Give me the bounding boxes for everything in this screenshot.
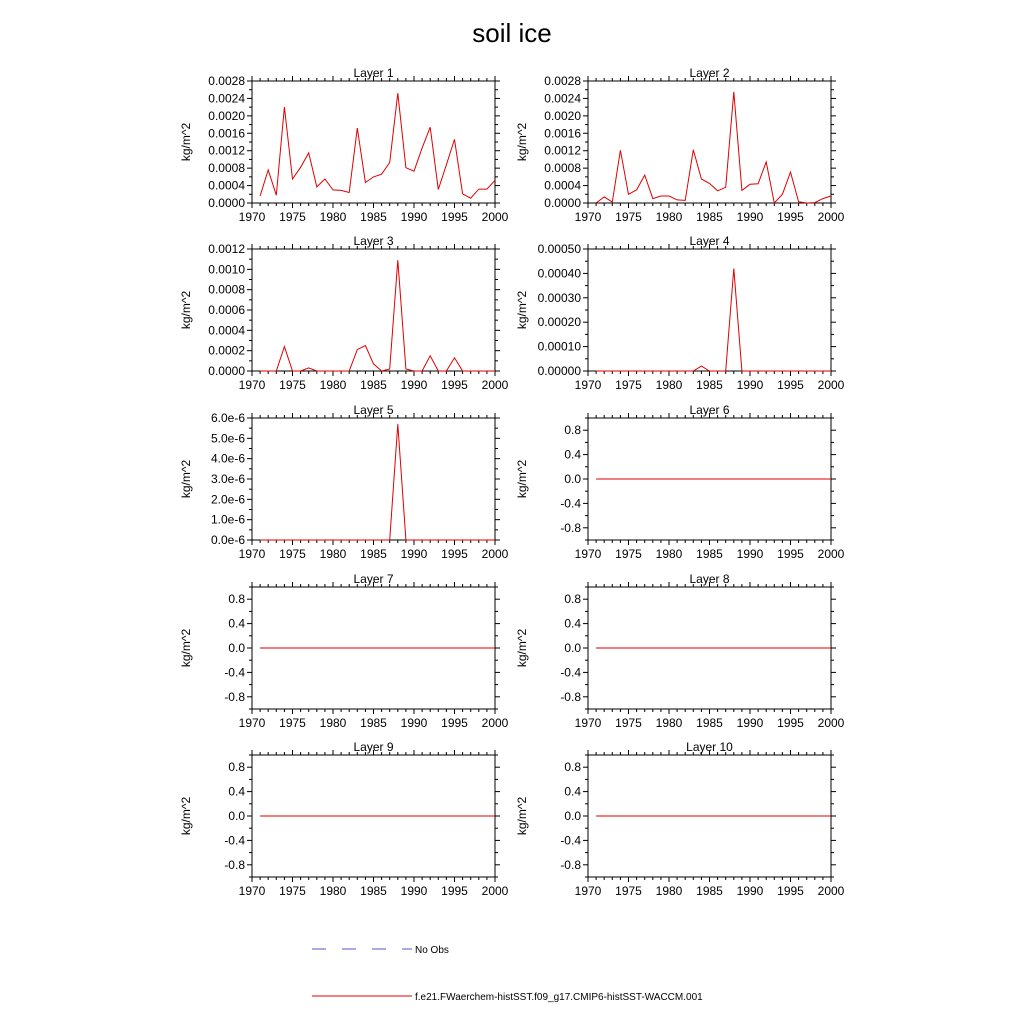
y-tick-label: 0.8 (564, 592, 581, 607)
y-tick-label: -0.4 (560, 496, 581, 511)
panel-title: Layer 8 (689, 572, 730, 586)
figure-title: soil ice (472, 18, 552, 48)
panel-title: Layer 3 (353, 234, 394, 248)
panel-title: Layer 5 (353, 403, 394, 417)
x-tick-label: 1980 (319, 884, 347, 898)
chart-panel-5 (179, 403, 509, 561)
chart-panel-8 (515, 572, 845, 730)
y-tick-label: 0.4 (564, 447, 581, 462)
x-tick-label: 2000 (481, 210, 509, 224)
x-tick-label: 1970 (574, 378, 602, 392)
x-tick-label: 1980 (655, 210, 683, 224)
y-tick-label: -0.8 (224, 689, 245, 704)
x-tick-label: 1975 (279, 716, 306, 730)
x-tick-label: 1985 (360, 378, 387, 392)
y-tick-label: 0.0012 (208, 242, 245, 256)
y-tick-label: 0.8 (228, 760, 245, 775)
legend (312, 945, 703, 1003)
x-tick-label: 1985 (696, 378, 723, 392)
y-tick-label: 0.00030 (537, 290, 581, 305)
y-tick-label: 0.0004 (544, 178, 581, 193)
y-tick-label: -0.8 (560, 520, 581, 535)
x-tick-label: 1995 (777, 378, 804, 392)
x-tick-label: 1995 (777, 547, 804, 561)
x-tick-label: 1970 (574, 210, 602, 224)
x-tick-label: 1990 (400, 884, 428, 898)
panel-title: Layer 2 (689, 66, 730, 80)
y-tick-label: 0.0004 (208, 178, 245, 193)
y-tick-label: 0.0 (564, 809, 581, 823)
x-tick-label: 2000 (817, 378, 845, 392)
y-axis-label: kg/m^2 (515, 796, 529, 836)
x-tick-label: 1980 (655, 378, 683, 392)
x-tick-label: 1975 (615, 378, 642, 392)
y-tick-label: 0.0008 (544, 161, 581, 176)
y-axis-label: kg/m^2 (179, 628, 193, 668)
y-tick-label: 0.4 (228, 616, 245, 631)
x-tick-label: 1995 (441, 378, 468, 392)
series-line (260, 93, 495, 198)
x-tick-label: 1980 (319, 378, 347, 392)
x-tick-label: 1990 (736, 884, 764, 898)
x-tick-label: 1970 (574, 884, 602, 898)
legend-label-model: f.e21.FWaerchem-histSST.f09_g17.CMIP6-histSST-WACCM.001 (415, 992, 703, 1003)
x-tick-label: 1975 (279, 884, 306, 898)
x-tick-label: 1970 (238, 884, 266, 898)
y-axis-label: kg/m^2 (515, 459, 529, 499)
y-tick-label: 0.0016 (208, 126, 245, 141)
x-tick-label: 1985 (360, 716, 387, 730)
x-tick-label: 1990 (736, 378, 764, 392)
chart-panel-6 (515, 403, 845, 561)
y-tick-label: 0.0020 (208, 108, 245, 123)
y-axis-label: kg/m^2 (515, 628, 529, 668)
y-axis-label: kg/m^2 (179, 122, 193, 162)
x-tick-label: 1980 (655, 716, 683, 730)
y-tick-label: 3.0e-6 (210, 472, 245, 486)
y-axis-label: kg/m^2 (515, 122, 529, 162)
x-tick-label: 1985 (360, 547, 387, 561)
y-tick-label: 0.00010 (537, 339, 581, 354)
y-tick-label: -0.4 (224, 665, 245, 680)
plot-frame (588, 81, 831, 203)
y-tick-label: -0.4 (560, 665, 581, 680)
y-tick-label: 0.4 (564, 784, 581, 799)
chart-panel-3 (179, 234, 509, 392)
x-tick-label: 1975 (279, 378, 306, 392)
x-tick-label: 1985 (360, 884, 387, 898)
panel-title: Layer 10 (686, 740, 733, 754)
panel-title: Layer 7 (353, 572, 394, 586)
x-tick-label: 1990 (736, 547, 764, 561)
series-line (260, 260, 495, 371)
y-tick-label: 0.0 (228, 809, 245, 823)
y-axis-label: kg/m^2 (179, 796, 193, 836)
x-tick-label: 1985 (696, 210, 723, 224)
x-tick-label: 1970 (238, 716, 266, 730)
y-tick-label: 0.0004 (208, 323, 245, 338)
y-tick-label: 0.0000 (208, 196, 245, 210)
x-tick-label: 1970 (574, 547, 602, 561)
y-tick-label: 0.4 (564, 616, 581, 631)
x-tick-label: 1975 (615, 716, 642, 730)
y-tick-label: 0.00040 (537, 266, 581, 281)
x-tick-label: 2000 (481, 884, 509, 898)
y-tick-label: 0.0024 (208, 91, 245, 106)
x-tick-label: 1985 (696, 716, 723, 730)
panel-title: Layer 1 (353, 66, 394, 80)
y-axis-label: kg/m^2 (179, 459, 193, 499)
plot-frame (252, 418, 495, 540)
y-tick-label: 0.0000 (208, 364, 245, 378)
x-tick-label: 1985 (696, 884, 723, 898)
x-tick-label: 1995 (441, 210, 468, 224)
x-tick-label: 1970 (238, 210, 266, 224)
panel-title: Layer 6 (689, 403, 730, 417)
panel-title: Layer 9 (353, 740, 394, 754)
y-tick-label: 0.8 (564, 423, 581, 438)
y-tick-label: 0.0020 (544, 108, 581, 123)
series-line (596, 269, 831, 372)
x-tick-label: 1980 (655, 547, 683, 561)
x-tick-label: 1990 (400, 378, 428, 392)
y-tick-label: 0.0016 (544, 126, 581, 141)
y-tick-label: 0.0e-6 (210, 533, 245, 547)
y-tick-label: -0.8 (560, 857, 581, 872)
y-tick-label: 0.0028 (544, 74, 581, 88)
x-tick-label: 1990 (400, 210, 428, 224)
y-tick-label: 0.0028 (208, 74, 245, 88)
y-tick-label: 0.0 (564, 641, 581, 655)
y-tick-label: 0.0008 (208, 282, 245, 297)
chart-panel-10 (515, 740, 845, 898)
x-tick-label: 1990 (400, 716, 428, 730)
y-tick-label: 0.0 (228, 641, 245, 655)
x-tick-label: 1970 (238, 378, 266, 392)
y-tick-label: 0.8 (228, 592, 245, 607)
x-tick-label: 2000 (481, 716, 509, 730)
x-tick-label: 2000 (817, 716, 845, 730)
x-tick-label: 1990 (736, 210, 764, 224)
y-tick-label: 0.0012 (544, 143, 581, 158)
x-tick-label: 1995 (441, 884, 468, 898)
y-tick-label: 0.0000 (544, 196, 581, 210)
y-tick-label: 0.0008 (208, 161, 245, 176)
y-tick-label: 0.0024 (544, 91, 581, 106)
series-line (260, 424, 495, 540)
x-tick-label: 1975 (279, 210, 306, 224)
x-tick-label: 1970 (574, 716, 602, 730)
y-tick-label: 0.0002 (208, 343, 245, 358)
y-tick-label: -0.4 (224, 833, 245, 848)
x-tick-label: 1995 (777, 884, 804, 898)
x-tick-label: 2000 (817, 210, 845, 224)
y-tick-label: 0.0 (564, 472, 581, 486)
x-tick-label: 1975 (279, 547, 306, 561)
legend-label-no-obs: No Obs (415, 945, 449, 956)
y-tick-label: 0.0012 (208, 143, 245, 158)
y-tick-label: 0.4 (228, 784, 245, 799)
chart-panel-4 (515, 234, 845, 392)
chart-panel-9 (179, 740, 509, 898)
x-tick-label: 1995 (777, 716, 804, 730)
y-tick-label: 4.0e-6 (210, 451, 245, 466)
x-tick-label: 1975 (615, 884, 642, 898)
x-tick-label: 1980 (655, 884, 683, 898)
x-tick-label: 1975 (615, 210, 642, 224)
x-tick-label: 1980 (319, 716, 347, 730)
x-tick-label: 1995 (777, 210, 804, 224)
plot-frame (588, 249, 831, 371)
x-tick-label: 1985 (696, 547, 723, 561)
x-tick-label: 1980 (319, 210, 347, 224)
y-tick-label: 0.0006 (208, 303, 245, 317)
x-tick-label: 2000 (817, 547, 845, 561)
chart-panel-7 (179, 572, 509, 730)
y-tick-label: 0.00050 (537, 242, 581, 256)
x-tick-label: 2000 (481, 547, 509, 561)
y-tick-label: 1.0e-6 (210, 512, 245, 527)
x-tick-label: 1980 (319, 547, 347, 561)
y-tick-label: 0.00000 (537, 364, 581, 378)
x-tick-label: 1970 (238, 547, 266, 561)
panel-title: Layer 4 (689, 234, 730, 248)
x-tick-label: 1990 (400, 547, 428, 561)
y-axis-label: kg/m^2 (179, 290, 193, 330)
panel-grid (179, 66, 845, 898)
y-tick-label: 0.0010 (208, 262, 245, 277)
chart-panel-1 (179, 66, 509, 224)
series-line (596, 92, 831, 203)
y-tick-label: 5.0e-6 (210, 431, 245, 446)
y-tick-label: 0.00020 (537, 315, 581, 330)
x-tick-label: 1995 (441, 716, 468, 730)
y-tick-label: 0.8 (564, 760, 581, 775)
x-tick-label: 1975 (615, 547, 642, 561)
y-tick-label: -0.8 (224, 857, 245, 872)
y-axis-label: kg/m^2 (515, 290, 529, 330)
x-tick-label: 1995 (441, 547, 468, 561)
y-tick-label: 6.0e-6 (210, 411, 245, 425)
y-tick-label: -0.8 (560, 689, 581, 704)
y-tick-label: 2.0e-6 (210, 492, 245, 507)
x-tick-label: 1990 (736, 716, 764, 730)
x-tick-label: 1985 (360, 210, 387, 224)
x-tick-label: 2000 (817, 884, 845, 898)
x-tick-label: 2000 (481, 378, 509, 392)
chart-panel-2 (515, 66, 845, 224)
plot-frame (252, 249, 495, 371)
y-tick-label: -0.4 (560, 833, 581, 848)
